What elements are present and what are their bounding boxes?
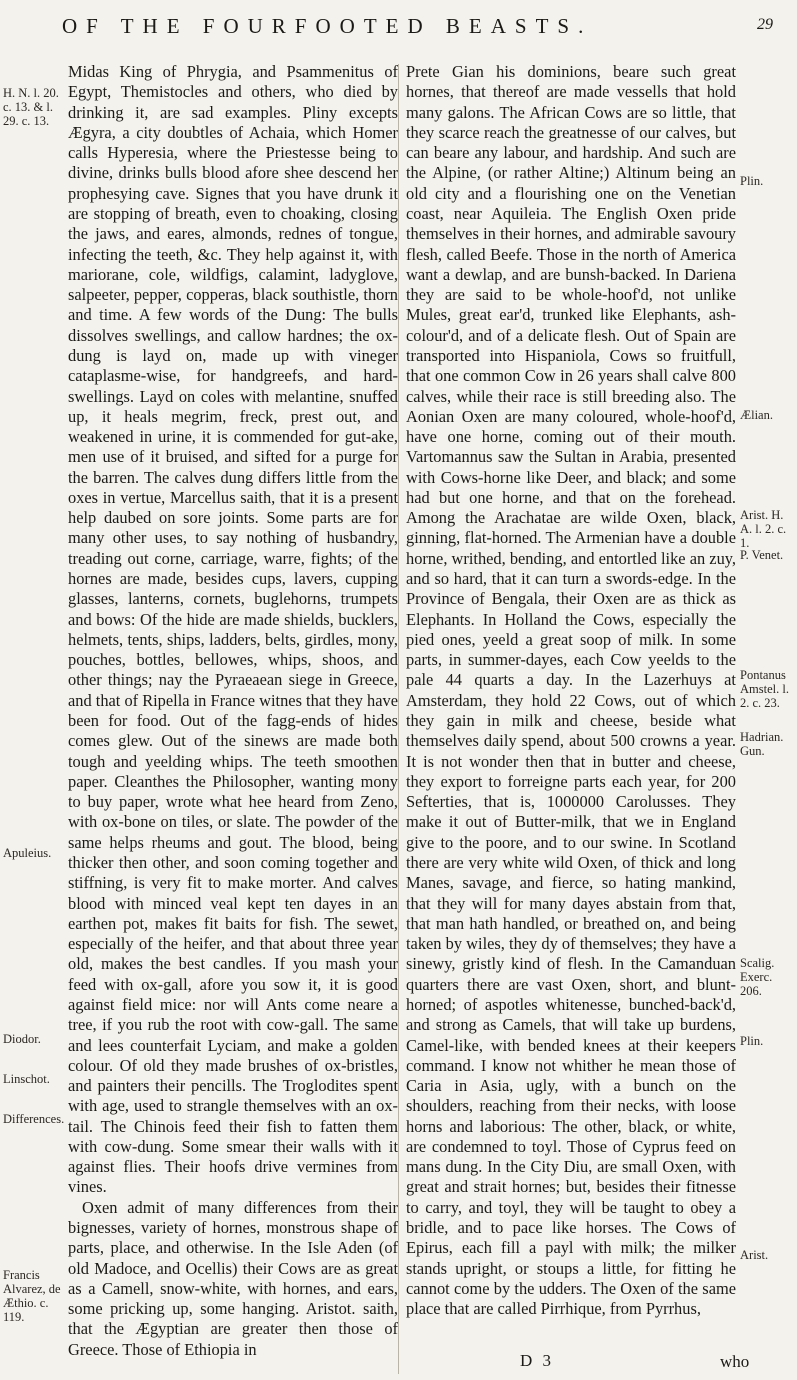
catchword: who (720, 1352, 750, 1371)
column-divider (398, 64, 399, 1374)
margin-note-right-2: Ælian. (740, 408, 773, 422)
page-number: 29 (757, 16, 773, 33)
margin-note-left-6: Francis Alvarez, de Æthio. c. 119. (3, 1268, 61, 1324)
margin-note-left-3: Diodor. (3, 1032, 41, 1046)
margin-note-right-6: Hadrian. Gun. (740, 730, 784, 758)
margin-note-left-5: Differences. (3, 1112, 65, 1126)
signature-mark: D 3 (520, 1351, 555, 1370)
left-column-text: Midas King of Phrygia, and Psammenitus of Egypt, Themistocles and others, who died by drinking it, are sad examples. Pliny excepts Ægyra, a city doubtles of Achaia, which Homer calls Hyperesia, where the Priestesse being to divine, drinks bulls blood afore shee descend her prophesying cave. Signes that you have drunk it are stopping of breath, even to choaking, closing the jaws, and eares, almonds, rednes of tongue, infecting the teeth, &c. They help against it, with mariorane, cole, wildfigs, calamint, ladyglove, salpeeter, pepper, copperas, black southistle, thorn and time. A few words of the Dung: The bulls dissolves swellings, and callow hardnes; the ox-dung is layd on, made up with vineger cataplasme-wise, for handgreefs, and hard-swellings. Layd on coles with melantine, snuffed up, it heals megrim, freck, prest out, and weakened in urine, it is commended for gut-ake, men use of it bruised, and sifted for a purge for the barren. The calves dung differs little from the oxes in vertue, Marcellus saith, that it is a present help daubed on sore joints. Some parts are for many other uses, to say nothing of husbandry, treading out corne, carriage, warre, fights; of the hornes are made, besides cups, lavers, cupping glasses, lanterns, cornets, buglehorns, trumpets and bows: Of the hide are made shields, bucklers, helmets, tents, ships, ladders, belts, girdles, mony, pouches, bottles, bellowes, whips, shoos, and other things; nay the Pyraeaean siege in Greece, and that of Ripella in France witnes that they have been for food. Out of the fagg-ends of hides comes glew. Out of the sinews are made both tough and yeelding whips. The teeth smoothen paper. Cleanthes the Philosopher, wanting mony to buy paper, wrote what hee heard from Zeno, with ox-bone on tiles, or slate. The powder of the same helps rheums and gout. The blood, being thicker then other, and soon coming together and stiffning, is very fit to make morter. And calves blood with minced veal kept ten dayes in an earthen pot, makes fit baits for fish. The sewet, especially of the heifer, and that about three year old, makes the best candles. If you mash your feed with ox-gall, afore you sow it, it is good against field mice: nor will Ants come neare a tree, if you rub the root with cow-gall. The same and lees counterfait Lyciam, and make a golden colour. Of old they made brushes of ox-bristles, and painters their pencills. The Troglodites spent with age, used to strangle themselves with an ox-tail. The Chinois feed their fish to fatten them with cow-dung. Some smear their walls with it against flies. Their hoofs drive vermines from vines. (68, 62, 398, 1197)
margin-note-left-1: H. N. l. 20. c. 13. & l. 29. c. 13. (3, 86, 59, 128)
margin-note-right-7: Scalig. Exerc. 206. (740, 956, 775, 998)
margin-note-right-9: Arist. (740, 1248, 769, 1262)
running-head: OF THE FOURFOOTED BEASTS. (62, 14, 593, 38)
margin-note-right-1: Plin. (740, 174, 764, 188)
margin-note-right-5: Pontanus Amstel. l. 2. c. 23. (740, 668, 789, 710)
margin-note-right-4: P. Venet. (740, 548, 784, 562)
margin-note-left-2: Apuleius. (3, 846, 52, 860)
left-column (68, 62, 398, 1360)
margin-note-left-4: Linschot. (3, 1072, 50, 1086)
right-column (406, 62, 736, 1319)
left-column-text-2: Oxen admit of many differences from their bignesses, variety of hornes, monstrous shape of parts, place, and otherwise. In the Isle Aden (of old Madoce, and Ocellis) their Cows are as great as a Camell, snow-white, with hornes, and ears, some pricking up, some hanging. Aristot. saith, that the Ægyptian are greater then those of Greece. Those of Ethiopia in (68, 1197, 398, 1359)
margin-note-right-8: Plin. (740, 1034, 764, 1048)
right-column-text: Prete Gian his dominions, beare such great hornes, that thereof are made vessells that hold many galons. The African Cows are so little, that they scarce reach the greatnesse of our calves, but can beare any labour, and hardship. And such are the Alpine, (or rather Altine;) Altinum being an old city and a flourishing one on the Venetian coast, near Aquileia. The English Oxen pride themselves in their hornes, and admirable savoury flesh, called Beefe. Those in the north of America want a dewlap, and are bunsh-backed. In Dariena they are said to be whole-hoof'd, not unlike Mules, great ear'd, trunked like Elephants, ash-colour'd, and of a delicate flesh. Out of Spain are transported into Hispaniola, Cows so fruitfull, that one common Cow in 26 years shall calve 800 calves, while their race is still breeding also. The Aonian Oxen are many coloured, whole-hoof'd, have one horne, coming out of their mouth. Vartomannus saw the Sultan in Arabia, presented with Cows-horne like Deer, and black; and some had but one horne, and that on the forehead. Among the Arachatae are wilde Oxen, black, ginning, flat-horned. The Armenian have a double horne, writhed, bending, and entortled like an zuy, and so hard, that it can turn a swords-edge. In the Province of Bengala, their Oxen are as thick as Elephants. In Holland the Cows, especially the pied ones, yeeld a great soop of milk. In some parts, in summer-dayes, each Cow yeelds to the pale 44 quarts a day. In the Lazerhuys at Amsterdam, they hold 22 Cows, out of which they gain in milk and cheese, beside what themselves daily spend, about 500 crowns a year. It is not wonder then that in butter and cheese, they export to forreigne parts each year, for 200 Sefterties, that is, 1000000 Carolusses. They make it out of Butter-milk, that we in England give to the poore, and to our swine. In Scotland there are very white wild Oxen, of thick and long Manes, savage, and fierce, so hating mankind, that they will for many dayes abstain from that, that man hath handled, or breathed on, and being taken by wiles, they dy of themselves; they have a sinewy, gristly kind of flesh. In the Camanduan quarters there are vast Oxen, short, and blunt-horned; of aspotles whitenesse, bunched-back'd, and strong as Camels, that will take up burdens, Camel-like, with bended knees at their keepers command. I know not whither he mean those of Caria in Asia, ugly, with a bunch on the shoulders, reaching from their necks, with loose horns and laborious: The other, black, or white, are condemned to toyl. Those of Cyprus feed on mans dung. In the City Diu, are small Oxen, with great and strait hornes; but, besides their fitnesse to carry, and toyl, they will be taught to obey a bridle, and to pace like horses. The Cows of Epirus, each fill a payl with milk; the milker stands upright, or stoups a little, for fitting he cannot come by the udders. The Oxen of the same place that are called Pirrhique, from Pyrrhus, (406, 62, 736, 1319)
margin-note-right-3: Arist. H. A. l. 2. c. 1. (740, 508, 787, 550)
page-header (0, 6, 797, 46)
